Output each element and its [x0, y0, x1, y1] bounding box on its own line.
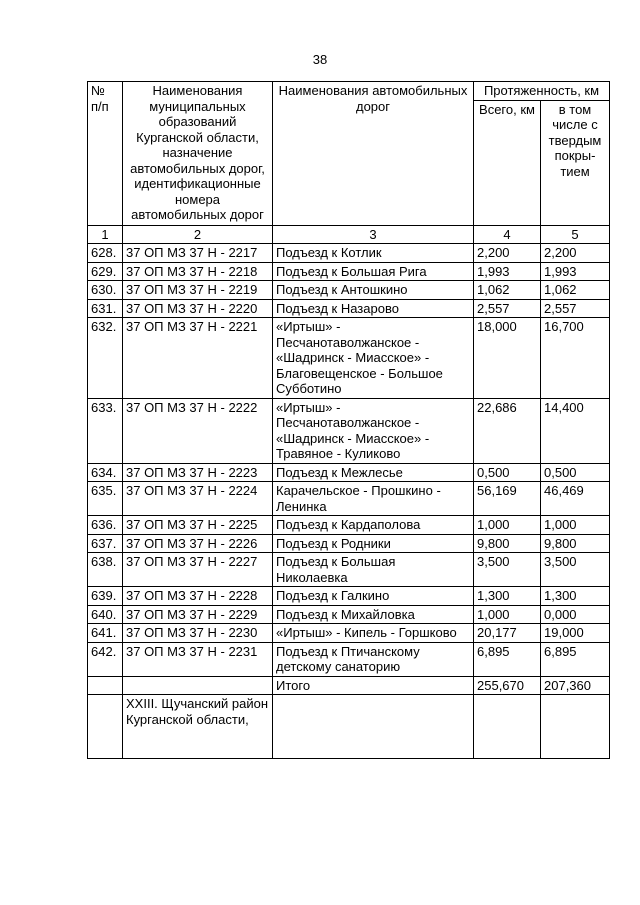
row-hard: 0,000 [541, 605, 610, 624]
row-id: 37 ОП МЗ 37 Н - 2231 [123, 642, 273, 676]
column-numbers-row [88, 225, 610, 244]
table-row [88, 463, 610, 482]
row-id: 37 ОП МЗ 37 Н - 2219 [123, 281, 273, 300]
row-hard: 1,000 [541, 516, 610, 535]
header-municipal: Наименования муниципальных образований Курганской области, назначение автомобильных дорог, идентификационные номера автомобильных дорог [123, 82, 273, 226]
row-num: 638. [88, 553, 123, 587]
page-number: 38 [312, 52, 328, 67]
row-id: 37 ОП МЗ 37 Н - 2221 [123, 318, 273, 399]
row-num: 639. [88, 587, 123, 606]
row-name: Подъезд к Птичанскому детскому санаторию [273, 642, 474, 676]
row-hard: 14,400 [541, 398, 610, 463]
row-num: 629. [88, 262, 123, 281]
colnum-1: 1 [88, 225, 123, 244]
total-label: Итого [273, 676, 474, 695]
row-id: 37 ОП МЗ 37 Н - 2227 [123, 553, 273, 587]
row-name: Подъезд к Большая Рига [273, 262, 474, 281]
row-num: 632. [88, 318, 123, 399]
row-hard: 1,062 [541, 281, 610, 300]
row-num: 635. [88, 482, 123, 516]
row-total: 1,000 [474, 605, 541, 624]
row-name: Подъезд к Антошкино [273, 281, 474, 300]
row-total: 6,895 [474, 642, 541, 676]
row-id: 37 ОП МЗ 37 Н - 2228 [123, 587, 273, 606]
row-total: 18,000 [474, 318, 541, 399]
row-total: 1,300 [474, 587, 541, 606]
row-num: 634. [88, 463, 123, 482]
section-empty-1 [88, 695, 123, 759]
total-value: 255,670 [474, 676, 541, 695]
table-row [88, 553, 610, 587]
row-id: 37 ОП МЗ 37 Н - 2217 [123, 244, 273, 263]
row-name: Подъезд к Кардаполова [273, 516, 474, 535]
table-row [88, 299, 610, 318]
row-name: Подъезд к Большая Николаевка [273, 553, 474, 587]
section-label: XXIII. Щучанский район Курганской области, [123, 695, 273, 759]
table-row [88, 244, 610, 263]
table-row [88, 262, 610, 281]
row-id: 37 ОП МЗ 37 Н - 2223 [123, 463, 273, 482]
row-id: 37 ОП МЗ 37 Н - 2226 [123, 534, 273, 553]
row-id: 37 ОП МЗ 37 Н - 2225 [123, 516, 273, 535]
row-id: 37 ОП МЗ 37 Н - 2229 [123, 605, 273, 624]
row-num: 630. [88, 281, 123, 300]
row-hard: 46,469 [541, 482, 610, 516]
row-hard: 6,895 [541, 642, 610, 676]
total-empty-2 [123, 676, 273, 695]
section-empty-3 [273, 695, 474, 759]
row-total: 2,557 [474, 299, 541, 318]
colnum-4: 4 [474, 225, 541, 244]
table-row [88, 516, 610, 535]
row-hard: 0,500 [541, 463, 610, 482]
roads-table [87, 81, 610, 759]
row-total: 9,800 [474, 534, 541, 553]
row-total: 3,500 [474, 553, 541, 587]
table-row [88, 624, 610, 643]
row-hard: 19,000 [541, 624, 610, 643]
colnum-2: 2 [123, 225, 273, 244]
table-row [88, 318, 610, 399]
row-name: Подъезд к Михайловка [273, 605, 474, 624]
row-total: 20,177 [474, 624, 541, 643]
row-num: 633. [88, 398, 123, 463]
row-total: 1,000 [474, 516, 541, 535]
row-num: 628. [88, 244, 123, 263]
total-hard-value: 207,360 [541, 676, 610, 695]
row-id: 37 ОП МЗ 37 Н - 2230 [123, 624, 273, 643]
row-num: 642. [88, 642, 123, 676]
table-row [88, 534, 610, 553]
row-num: 640. [88, 605, 123, 624]
row-id: 37 ОП МЗ 37 Н - 2220 [123, 299, 273, 318]
row-id: 37 ОП МЗ 37 Н - 2224 [123, 482, 273, 516]
header-length: Протяженность, км [474, 82, 610, 101]
row-name: Подъезд к Котлик [273, 244, 474, 263]
section-row [88, 695, 610, 759]
section-empty-5 [541, 695, 610, 759]
row-name: «Иртыш» - Песчанотаволжанское - «Шадринск - Миасское» - Благовещенское - Большое Субботино [273, 318, 474, 399]
colnum-3: 3 [273, 225, 474, 244]
table-row [88, 642, 610, 676]
table-row [88, 587, 610, 606]
row-total: 2,200 [474, 244, 541, 263]
table-row [88, 281, 610, 300]
row-hard: 9,800 [541, 534, 610, 553]
table-row [88, 605, 610, 624]
row-total: 0,500 [474, 463, 541, 482]
colnum-5: 5 [541, 225, 610, 244]
total-row [88, 676, 610, 695]
row-hard: 1,300 [541, 587, 610, 606]
row-name: «Иртыш» - Кипель - Горшково [273, 624, 474, 643]
row-hard: 2,200 [541, 244, 610, 263]
table-row [88, 398, 610, 463]
row-name: Карачельское - Прошкино - Ленинка [273, 482, 474, 516]
row-total: 22,686 [474, 398, 541, 463]
row-hard: 2,557 [541, 299, 610, 318]
row-id: 37 ОП МЗ 37 Н - 2222 [123, 398, 273, 463]
row-num: 636. [88, 516, 123, 535]
row-name: «Иртыш» - Песчанотаволжанское - «Шадринск - Миасское» - Травяное - Куликово [273, 398, 474, 463]
table-row [88, 482, 610, 516]
row-name: Подъезд к Родники [273, 534, 474, 553]
row-name: Подъезд к Галкино [273, 587, 474, 606]
row-total: 1,993 [474, 262, 541, 281]
row-id: 37 ОП МЗ 37 Н - 2218 [123, 262, 273, 281]
header-hard: в том числе с твердым покры-тием [541, 100, 610, 225]
row-hard: 3,500 [541, 553, 610, 587]
header-road: Наименования автомобильных дорог [273, 82, 474, 226]
row-num: 641. [88, 624, 123, 643]
row-num: 631. [88, 299, 123, 318]
row-total: 1,062 [474, 281, 541, 300]
row-num: 637. [88, 534, 123, 553]
header-total: Всего, км [474, 100, 541, 225]
row-name: Подъезд к Назарово [273, 299, 474, 318]
row-hard: 16,700 [541, 318, 610, 399]
section-empty-4 [474, 695, 541, 759]
header-row [88, 82, 610, 101]
header-num: № п/п [88, 82, 123, 226]
total-empty-1 [88, 676, 123, 695]
row-total: 56,169 [474, 482, 541, 516]
row-name: Подъезд к Межлесье [273, 463, 474, 482]
row-hard: 1,993 [541, 262, 610, 281]
